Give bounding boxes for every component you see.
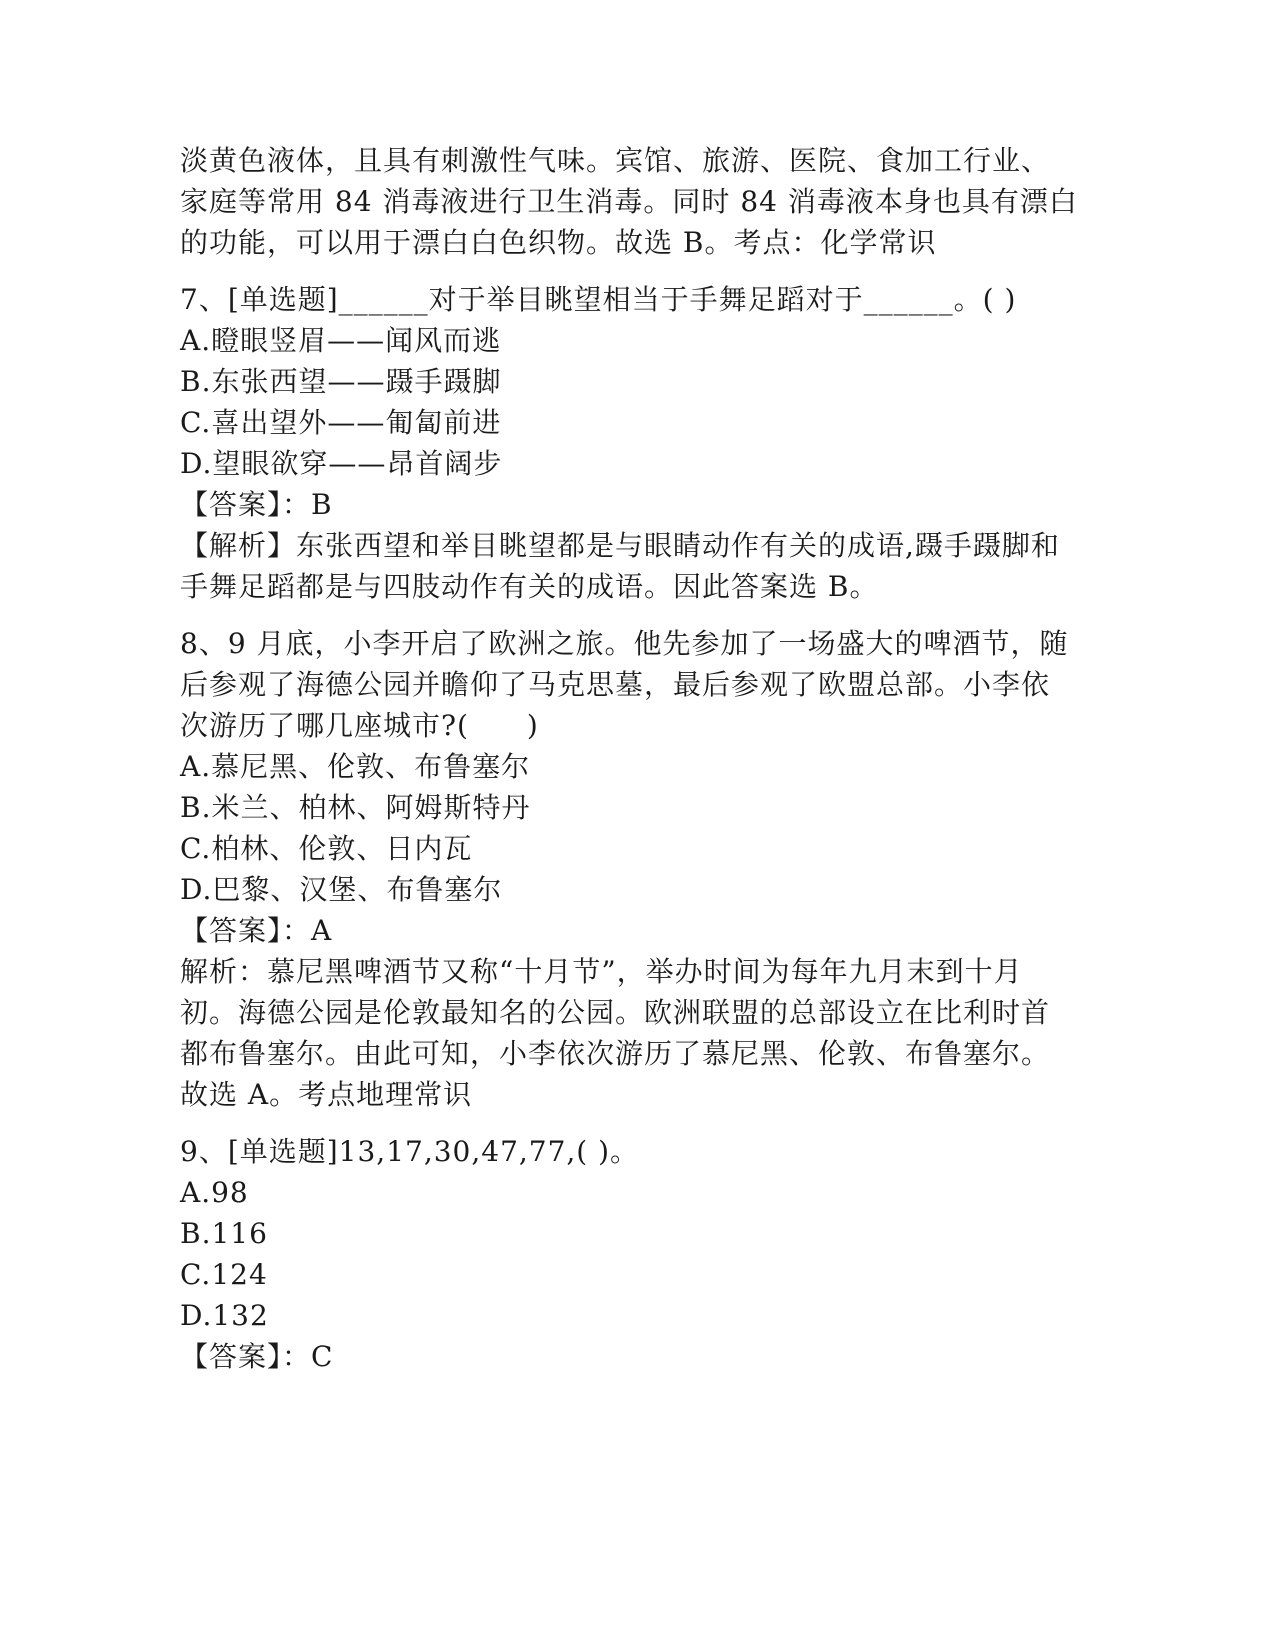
option-b: B.东张西望——蹑手蹑脚 bbox=[180, 365, 502, 398]
option-a: A.98 bbox=[180, 1176, 249, 1209]
analysis-line: 故选 A。考点地理常识 bbox=[180, 1078, 473, 1111]
document-page bbox=[180, 140, 1080, 1377]
text-line: 淡黄色液体，且具有刺激性气味。宾馆、旅游、医院、食加工行业、 bbox=[180, 144, 1051, 177]
option-c: C.124 bbox=[180, 1258, 268, 1291]
question-stem: 7、[单选题]______对于举目眺望相当于手舞足蹈对于______。( ) bbox=[180, 283, 1017, 316]
answer: 【答案】：C bbox=[180, 1340, 334, 1373]
analysis-line: 都布鲁塞尔。由此可知，小李依次游历了慕尼黑、伦敦、布鲁塞尔。 bbox=[180, 1037, 1051, 1070]
question-8 bbox=[180, 623, 1080, 1115]
analysis-line: 初。海德公园是伦敦最知名的公园。欧洲联盟的总部设立在比利时首 bbox=[180, 996, 1051, 1029]
question-9 bbox=[180, 1131, 1080, 1377]
option-a: A.瞪眼竖眉——闻风而逃 bbox=[180, 324, 502, 357]
option-c: C.喜出望外——匍匐前进 bbox=[180, 406, 502, 439]
option-a: A.慕尼黑、伦敦、布鲁塞尔 bbox=[180, 750, 531, 783]
answer: 【答案】：A bbox=[180, 914, 333, 947]
question-stem: 次游历了哪几座城市?( ) bbox=[180, 709, 539, 742]
option-b: B.116 bbox=[180, 1217, 268, 1250]
question-stem: 8、9 月底，小李开启了欧洲之旅。他先参加了一场盛大的啤酒节，随 bbox=[180, 627, 1069, 660]
option-d: D.望眼欲穿——昂首阔步 bbox=[180, 447, 503, 480]
text-line: 的功能，可以用于漂白白色织物。故选 B。考点：化学常识 bbox=[180, 226, 937, 259]
option-d: D.132 bbox=[180, 1299, 269, 1332]
prev-explanation bbox=[180, 140, 1080, 263]
question-stem: 9、[单选题]13,17,30,47,77,( )。 bbox=[180, 1135, 640, 1168]
option-c: C.柏林、伦敦、日内瓦 bbox=[180, 832, 473, 865]
question-7 bbox=[180, 279, 1080, 607]
option-b: B.米兰、柏林、阿姆斯特丹 bbox=[180, 791, 531, 824]
analysis-line: 【解析】东张西望和举目眺望都是与眼睛动作有关的成语,蹑手蹑脚和 bbox=[180, 529, 1060, 562]
question-stem: 后参观了海德公园并瞻仰了马克思墓，最后参观了欧盟总部。小李依 bbox=[180, 668, 1051, 701]
text-line: 家庭等常用 84 消毒液进行卫生消毒。同时 84 消毒液本身也具有漂白 bbox=[180, 185, 1078, 218]
analysis-line: 手舞足蹈都是与四肢动作有关的成语。因此答案选 B。 bbox=[180, 570, 879, 603]
analysis-line: 解析：慕尼黑啤酒节又称“十月节”，举办时间为每年九月末到十月 bbox=[180, 955, 1023, 988]
answer: 【答案】：B bbox=[180, 488, 333, 521]
option-d: D.巴黎、汉堡、布鲁塞尔 bbox=[180, 873, 503, 906]
